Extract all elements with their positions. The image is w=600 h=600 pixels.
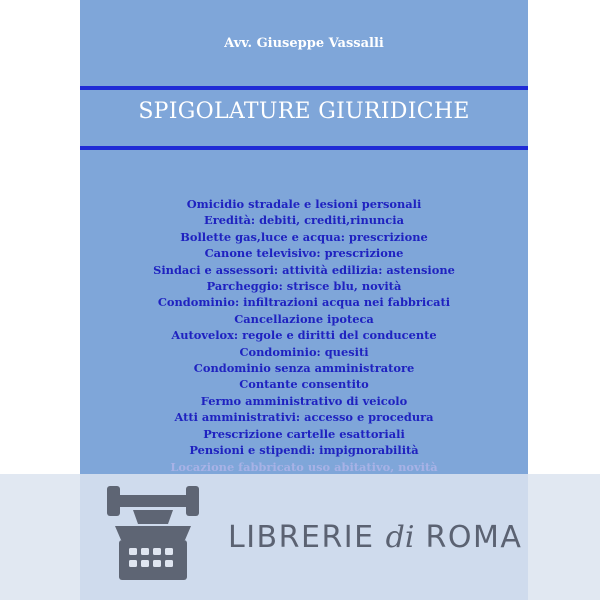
topic-item: Fermo amministrativo di veicolo xyxy=(200,393,408,408)
book-title: SPIGOLATURE GIURIDICHE xyxy=(138,99,470,124)
topic-item: Locazione fabbricato uso abitativo, novità xyxy=(170,459,438,474)
author-name: Avv. Giuseppe Vassalli xyxy=(224,36,384,51)
brand-word-librerie: LIBRERIE xyxy=(228,520,386,555)
brand-word-roma: ROMA xyxy=(414,520,523,555)
topic-item: Cancellazione ipoteca xyxy=(234,311,374,326)
topic-item: Contante consentito xyxy=(239,377,369,392)
topic-item: Pensioni e stipendi: impignorabilità xyxy=(189,443,419,458)
topic-item: Sindaci e assessori: attività edilizia: astensione xyxy=(153,262,455,277)
topic-item: Prescrizione cartelle esattoriali xyxy=(203,426,405,441)
topic-item: Condominio: quesiti xyxy=(239,344,369,359)
topic-item: Autovelox: regole e diritti del conducente xyxy=(171,328,437,343)
brand-word-di: di xyxy=(385,520,415,555)
topic-item: Condominio: infiltrazioni acqua nei fabbricati xyxy=(157,295,451,310)
topic-item: Canone televisivo: prescrizione xyxy=(204,246,404,261)
topic-item: Condominio senza amministratore xyxy=(193,361,415,376)
topic-item: Bollette gas,luce e acqua: prescrizione xyxy=(180,229,428,244)
topic-item: Omicidio stradale e lesioni personali xyxy=(186,197,422,211)
topic-item: Eredità: debiti, crediti,rinuncia xyxy=(204,213,404,228)
topic-item: Atti amministrativi: accesso e procedura xyxy=(174,410,434,425)
topic-list xyxy=(80,196,528,475)
topic-item: Parcheggio: strisce blu, novità xyxy=(206,279,402,294)
brand-name xyxy=(228,520,522,555)
typewriter-icon xyxy=(105,484,201,584)
title-rule-top xyxy=(80,86,528,90)
title-rule-bottom xyxy=(80,146,528,150)
